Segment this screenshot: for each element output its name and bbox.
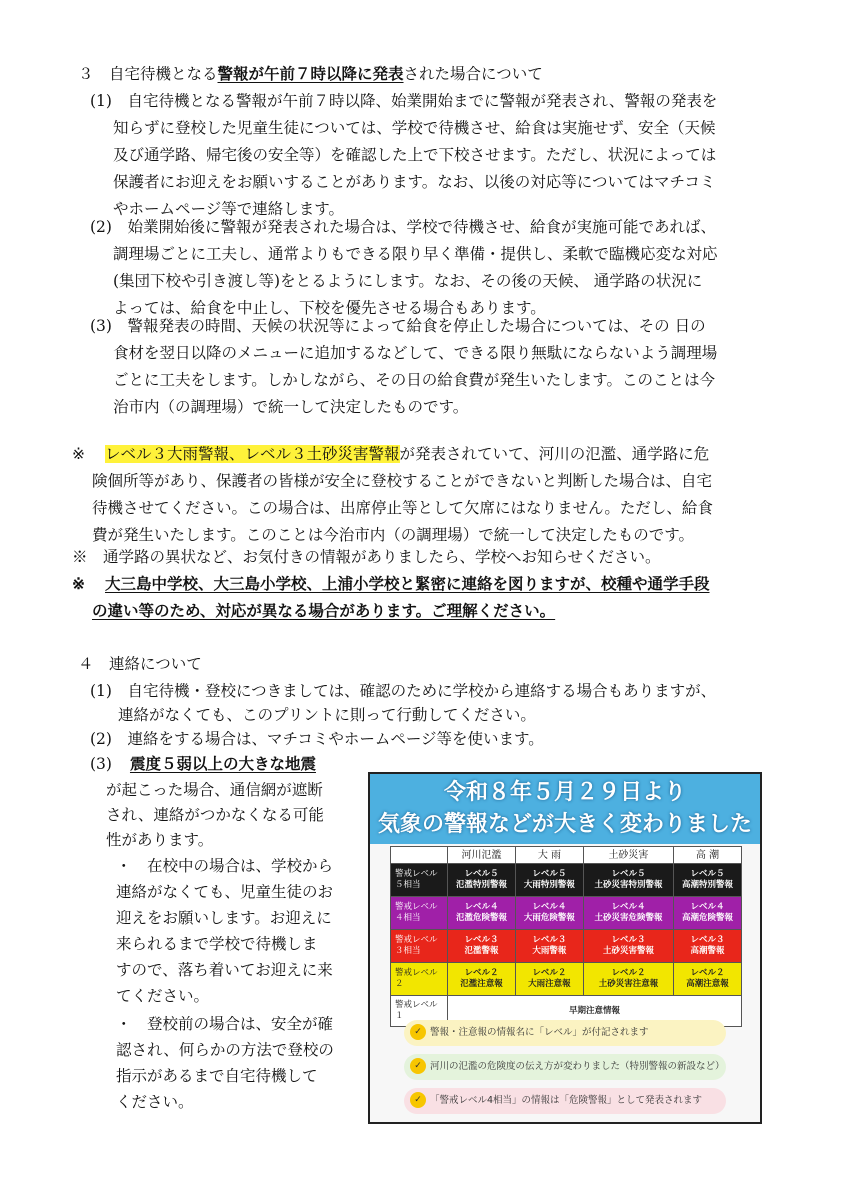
bullet-2-line: ・ 登校前の場合は、安全が確 [116,1015,334,1033]
item-number: (3) [90,755,112,773]
s3-p3-line: 食材を翌日以降のメニューに追加するなどして、できる限り無駄にならないよう調理場 [113,344,718,362]
note-mark: ※ [72,445,85,463]
s3-p1-line: (1) 自宅待機となる警報が午前７時以降、始業開始までに警報が発表され、警報の発表を [90,92,718,110]
column-header: 河川氾濫 [448,847,516,864]
section-4-heading: ４ 連絡について [78,655,202,673]
note-3-line: 大三島中学校、大三島小学校、上浦小学校と緊密に連絡を図りますが、校種や通学手段 [105,574,710,593]
poster-note: ✓ 「警戒レベル4相当」の情報は「危険警報」として発表されます [404,1088,726,1114]
table-row-level-3 [391,930,742,963]
s3-p2-line: (集団下校や引き渡し等)をとるようにします。なお、その後の天候、 通学路の状況に [113,272,703,290]
note-3-line: の違い等のため、対応が異なる場合があります。ご理解ください。 [92,601,556,620]
note-1-line: 費が発生いたします。このことは今治市内（の調理場）で統一して決定したものです。 [92,526,695,544]
s4-p3-line: 性があります。 [106,831,214,849]
poster-title-line-1: 令和８年５月２９日より [443,780,686,805]
bullet-2-line: 認され、何らかの方法で登校の [116,1041,334,1059]
table-row-level-5 [391,864,742,897]
heading-text-tail: された場合について [403,65,543,83]
table-cell-span: 早期注意情報 [448,996,742,1027]
poster-banner [370,774,760,844]
s4-p3-head [90,754,316,774]
table-cell: レベル５ 高潮特別警報 [674,864,742,897]
row-label: 警戒レベル ５相当 [391,864,448,897]
bullet-1-line: 来られるまで学校で待機しま [116,935,318,953]
table-cell: レベル２ 高潮注意報 [674,963,742,996]
table-cell: レベル２ 氾濫注意報 [448,963,516,996]
highlighted-warning-names: レベル３大雨警報、レベル３土砂災害警報 [105,445,400,463]
table-cell: レベル４ 高潮危険警報 [674,897,742,930]
section-3-heading [78,64,543,84]
bullet-2-line: ください。 [116,1093,194,1111]
s3-p2-line: (2) 始業開始後に警報が発表された場合は、学校で待機させ、給食が実施可能であれば、 [90,218,716,236]
column-header: 高 潮 [674,847,742,864]
point-icon: ✓ [410,1092,426,1108]
warning-level-table [390,846,742,1027]
s4-p1-line: (1) 自宅待機・登校につきましては、確認のために学校から連絡する場合もありますが、 [90,682,717,700]
heading-text: ３ 自宅待機となる [78,65,218,83]
table-cell: レベル３ 氾濫警報 [448,930,516,963]
note-3 [72,574,710,594]
s3-p2-line: よっては、給食を中止し、下校を優先させる場合もあります。 [113,299,546,317]
s3-p3-line: ごとに工夫をします。しかしながら、その日の給食費が発生いたします。このことは今 [113,371,716,389]
row-label: 警戒レベル ２ [391,963,448,996]
weather-warning-poster [368,772,762,1124]
table-header-row [391,847,742,864]
table-row-level-4 [391,897,742,930]
s3-p1-line: 知らずに登校した児童生徒については、学校で待機させ、給食は実施せず、安全（天候 [113,119,716,137]
s4-p2: (2) 連絡をする場合は、マチコミやホームページ等を使います。 [90,730,544,748]
table-cell: レベル３ 土砂災害警報 [583,930,673,963]
poster-note: ✓ 警報・注意報の情報名に「レベル」が付記されます [404,1020,726,1046]
table-cell: レベル２ 大雨注意報 [515,963,583,996]
row-label: 警戒レベル １ [391,996,448,1027]
s3-p1-line: 及び通学路、帰宅後の安全等）を確認した上で下校させます。ただし、状況によっては [113,146,717,164]
s3-p1-line: 保護者にお迎えをお願いすることがあります。なお、以後の対応等についてはマチコミ [113,173,716,191]
table-cell: レベル４ 大雨危険警報 [515,897,583,930]
bullet-1-line: てください。 [116,987,210,1005]
table-cell: レベル５ 土砂災害特別警報 [583,864,673,897]
note-1 [72,444,709,464]
row-label: 警戒レベル ４相当 [391,897,448,930]
table-cell: レベル５ 大雨特別警報 [515,864,583,897]
note-2: ※ 通学路の異状など、お気付きの情報がありましたら、学校へお知らせください。 [72,548,661,566]
poster-title-line-2: 気象の警報などが大きく変わりました [377,812,752,837]
table-cell: レベル５ 氾濫特別警報 [448,864,516,897]
heading-emphasis: 警報が午前７時以降に発表 [217,64,404,83]
table-cell: レベル３ 高潮警報 [674,930,742,963]
table-cell: レベル４ 氾濫危険警報 [448,897,516,930]
column-header: 大 雨 [515,847,583,864]
table-cell: レベル３ 大雨警報 [515,930,583,963]
bullet-1-line: 連絡がなくても、児童生徒のお [116,883,334,901]
bullet-2-line: 指示があるまで自宅待機して [116,1067,318,1085]
note-1-text: が発表されていて、河川の氾濫、通学路に危 [399,445,710,463]
s4-p1-line: 連絡がなくても、このプリントに則って行動してください。 [118,706,536,724]
note-mark: ※ [72,574,85,593]
point-icon: ✓ [410,1058,426,1074]
bullet-1-line: 迎えをお願いします。お迎えに [116,909,332,927]
header-corner [391,847,448,864]
s3-p3-line: 治市内（の調理場）で統一して決定したものです。 [113,398,469,416]
table-cell: レベル２ 土砂災害注意報 [583,963,673,996]
s3-p3-line: (3) 警報発表の時間、天候の状況等によって給食を停止した場合については、その 日の [90,317,706,335]
s4-p3-line: が起こった場合、通信網が遮断 [106,781,323,799]
row-label: 警戒レベル ３相当 [391,930,448,963]
note-1-line: 待機させてください。この場合は、出席停止等として欠席にはなりません。ただし、給食 [92,499,713,517]
table-cell: レベル４ 土砂災害危険警報 [583,897,673,930]
point-icon: ✓ [410,1024,426,1040]
bullet-1-line: ・ 在校中の場合は、学校から [116,857,334,875]
bullet-1-line: すので、落ち着いてお迎えに来 [116,961,333,979]
poster-note: ✓ 河川の氾濫の危険度の伝え方が変わりました（特別警報の新設など） [404,1054,726,1080]
note-1-line: 険個所等があり、保護者の皆様が安全に登校することができないと判断した場合は、自宅 [92,472,713,490]
column-header: 土砂災害 [583,847,673,864]
earthquake-emphasis: 震度５弱以上の大きな地震 [129,754,316,773]
table-row-level-2 [391,963,742,996]
s3-p2-line: 調理場ごとに工夫し、通常よりもできる限り早く準備・提供し、柔軟で臨機応変な対応 [113,245,718,263]
s4-p3-line: され、連絡がつかなくなる可能 [106,806,324,824]
s3-p1-line: やホームページ等で連絡します。 [113,200,344,218]
